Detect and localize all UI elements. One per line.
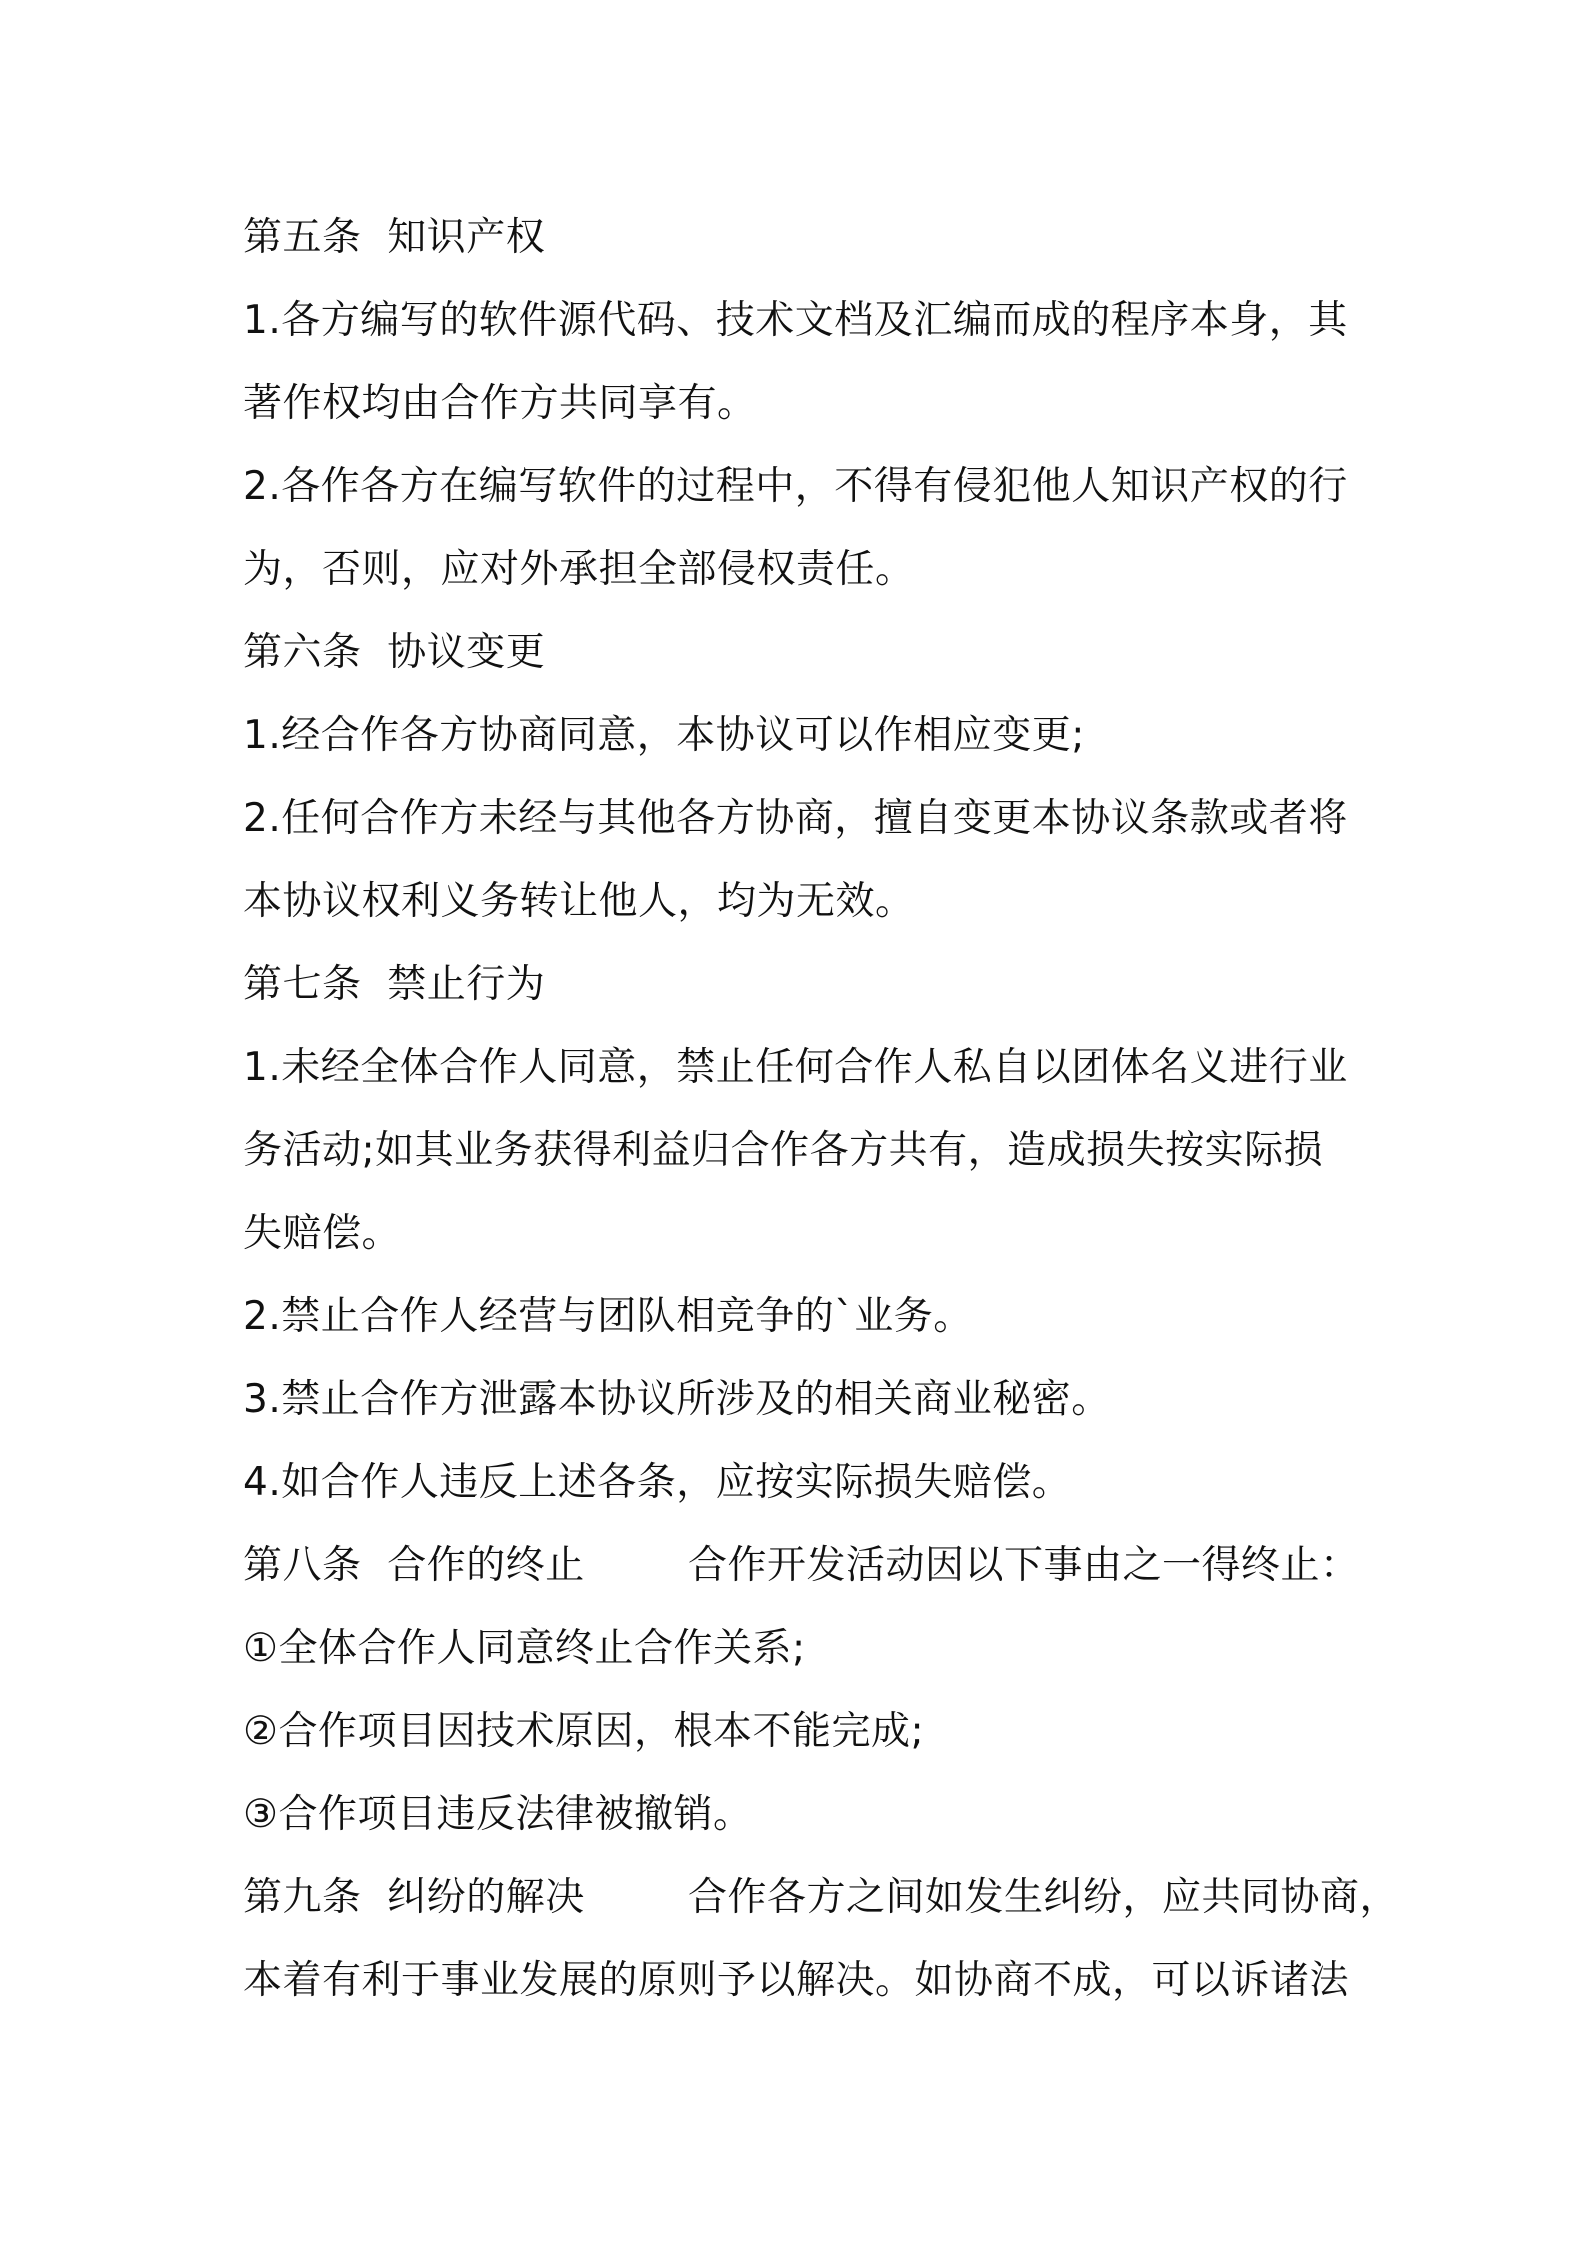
paragraph-line: 2.任何合作方未经与其他各方协商，擅自变更本协议条款或者将	[243, 796, 1348, 841]
paragraph-line: 本协议权利义务转让他人，均为无效。	[243, 879, 915, 924]
paragraph-line: 2.禁止合作人经营与团队相竞争的`业务。	[243, 1294, 973, 1339]
list-item: ③合作项目违反法律被撤销。	[243, 1792, 753, 1837]
paragraph-line: 著作权均由合作方共同享有。	[243, 381, 757, 426]
document-body	[243, 196, 1399, 2022]
paragraph-line: 失赔偿。	[243, 1211, 402, 1256]
paragraph-line: 务活动;如其业务获得利益归合作各方共有，造成损失按实际损	[243, 1128, 1324, 1173]
paragraph-line: 3.禁止合作方泄露本协议所涉及的相关商业秘密。	[243, 1377, 1111, 1422]
paragraph-line: 1.未经全体合作人同意，禁止任何合作人私自以团体名义进行业	[243, 1045, 1348, 1090]
paragraph-line: 2.各作各方在编写软件的过程中，不得有侵犯他人知识产权的行	[243, 464, 1348, 509]
article-5-heading: 第五条 知识产权	[243, 215, 546, 260]
paragraph-line: 本着有利于事业发展的原则予以解决。如协商不成，可以诉诸法	[243, 1958, 1350, 2003]
paragraph-line: 4.如合作人违反上述各条，应按实际损失赔偿。	[243, 1460, 1072, 1505]
article-9-heading: 第九条 纠纷的解决 合作各方之间如发生纠纷，应共同协商，	[243, 1875, 1399, 1920]
paragraph-line: 1.各方编写的软件源代码、技术文档及汇编而成的程序本身，其	[243, 298, 1348, 343]
list-item: ②合作项目因技术原因，根本不能完成;	[243, 1709, 925, 1754]
article-7-heading: 第七条 禁止行为	[243, 962, 546, 1007]
article-8-heading: 第八条 合作的终止 合作开发活动因以下事由之一得终止：	[243, 1543, 1360, 1588]
article-6-heading: 第六条 协议变更	[243, 630, 546, 675]
paragraph-line: 为，否则，应对外承担全部侵权责任。	[243, 547, 915, 592]
list-item: ①全体合作人同意终止合作关系;	[243, 1626, 806, 1671]
paragraph-line: 1.经合作各方协商同意，本协议可以作相应变更;	[243, 713, 1085, 758]
